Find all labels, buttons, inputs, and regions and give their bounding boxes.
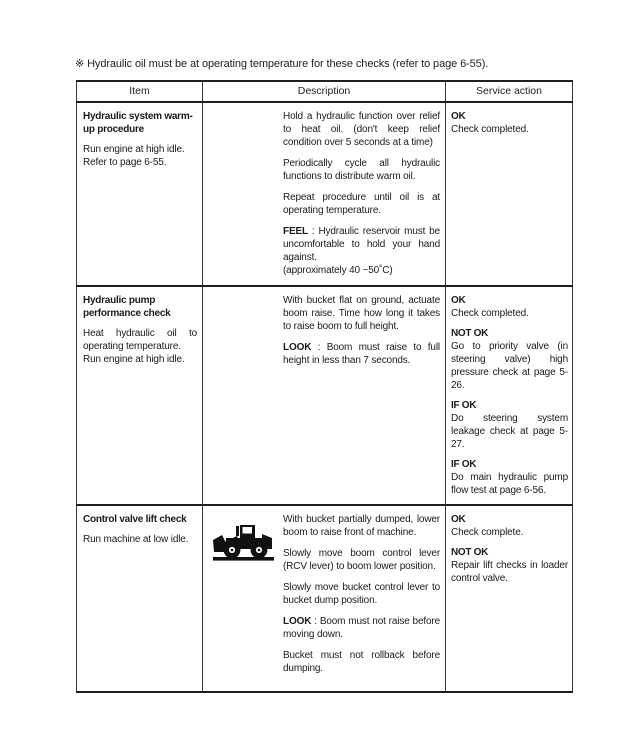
- service-status-label: NOT OK: [451, 547, 489, 558]
- description-text: Repeat procedure until oil is at operating temperature.: [283, 192, 440, 216]
- emphasis-label: LOOK: [283, 616, 312, 627]
- description-paragraph: [283, 649, 440, 675]
- description-text: Hydraulic reservoir must be uncomfortable to hold your hand against.: [283, 226, 440, 263]
- service-text: Check completed.: [451, 124, 529, 135]
- description-paragraph: [283, 191, 440, 217]
- service-block: [451, 399, 568, 451]
- item-title: Control valve lift check: [83, 514, 187, 525]
- description-paragraph: [283, 341, 440, 367]
- col-header-service-action: Service action: [446, 81, 573, 102]
- table-row: [77, 286, 573, 505]
- item-cell: [77, 286, 203, 505]
- description-paragraph: [283, 225, 440, 277]
- description-paragraph: [283, 294, 440, 333]
- service-status-label: OK: [451, 111, 466, 122]
- service-block: [451, 327, 568, 392]
- col-header-description: Description: [203, 81, 446, 102]
- description-text: Boom must not raise before moving down.: [283, 616, 440, 640]
- service-block: [451, 294, 568, 320]
- service-status-label: NOT OK: [451, 328, 489, 339]
- item-line: Refer to page 6-55.: [83, 157, 167, 168]
- description-cell: [203, 286, 446, 505]
- item-line: Run engine at high idle.: [83, 144, 185, 155]
- item-line: Run machine at low idle.: [83, 534, 189, 545]
- description-paragraph: [283, 157, 440, 183]
- checks-table-body: [77, 102, 573, 692]
- description-paragraph: [283, 547, 440, 573]
- description-text: Slowly move boom control lever (RCV lever) to boom lower position.: [283, 548, 440, 572]
- service-text: Do main hydraulic pump flow test at page 6-56.: [451, 472, 568, 496]
- table-row: [77, 505, 573, 692]
- service-text: Repair lift checks in loader control valve.: [451, 560, 568, 584]
- service-block: [451, 458, 568, 497]
- item-cell: [77, 505, 203, 692]
- table-header-row: [77, 81, 573, 102]
- service-block: [451, 546, 568, 585]
- service-block: [451, 110, 568, 136]
- service-text: Check complete.: [451, 527, 524, 538]
- service-action-cell: [446, 286, 573, 505]
- note-text: ※ Hydraulic oil must be at operating temperature for these checks (refer to page 6-55).: [75, 58, 489, 70]
- description-paragraph: [283, 615, 440, 641]
- description-cell: [203, 102, 446, 286]
- service-status-label: IF OK: [451, 459, 477, 470]
- label-separator: :: [311, 342, 327, 353]
- item-line: Heat hydraulic oil to operating temperature.: [83, 328, 197, 352]
- emphasis-label: FEEL: [283, 226, 308, 237]
- label-separator: :: [307, 226, 319, 237]
- description-text: Boom must raise to full height in less than 7 seconds.: [283, 342, 440, 366]
- wheel-loader-icon: [212, 521, 276, 563]
- description-paragraph: [283, 110, 440, 149]
- description-cell: [203, 505, 446, 692]
- service-status-label: OK: [451, 295, 466, 306]
- service-status-label: OK: [451, 514, 466, 525]
- service-action-cell: [446, 102, 573, 286]
- description-paragraph: [283, 513, 440, 539]
- description-subline: (approximately 40 ~50˚C): [283, 265, 393, 276]
- item-line: Run engine at high idle.: [83, 354, 185, 365]
- item-title: Hydraulic system warm-up procedure: [83, 111, 193, 135]
- col-header-item: Item: [77, 81, 203, 102]
- description-text: Periodically cycle all hydraulic functions to distribute warm oil.: [283, 158, 440, 182]
- checks-table: [76, 80, 573, 693]
- description-paragraph: [283, 581, 440, 607]
- description-text: With bucket partially dumped, lower boom to raise front of machine.: [283, 514, 440, 538]
- item-title: Hydraulic pump performance check: [83, 295, 171, 319]
- service-text: Do steering system leakage check at page 5-27.: [451, 413, 568, 450]
- service-text: Check completed.: [451, 308, 529, 319]
- service-block: [451, 513, 568, 539]
- description-text: Bucket must not rollback before dumping.: [283, 650, 440, 674]
- table-row: [77, 102, 573, 286]
- service-status-label: IF OK: [451, 400, 477, 411]
- label-separator: :: [311, 616, 320, 627]
- emphasis-label: LOOK: [283, 342, 312, 353]
- description-text: Slowly move bucket control lever to bucket dump position.: [283, 582, 440, 606]
- service-text: Go to priority valve (in steering valve) high pressure check at page 5-26.: [451, 341, 568, 391]
- description-text: With bucket flat on ground, actuate boom raise. Time how long it takes to raise boom to full height.: [283, 295, 440, 332]
- description-text: Hold a hydraulic function over relief to heat oil. (don't keep relief condition over 5 seconds at a time): [283, 111, 440, 148]
- item-cell: [77, 102, 203, 286]
- service-action-cell: [446, 505, 573, 692]
